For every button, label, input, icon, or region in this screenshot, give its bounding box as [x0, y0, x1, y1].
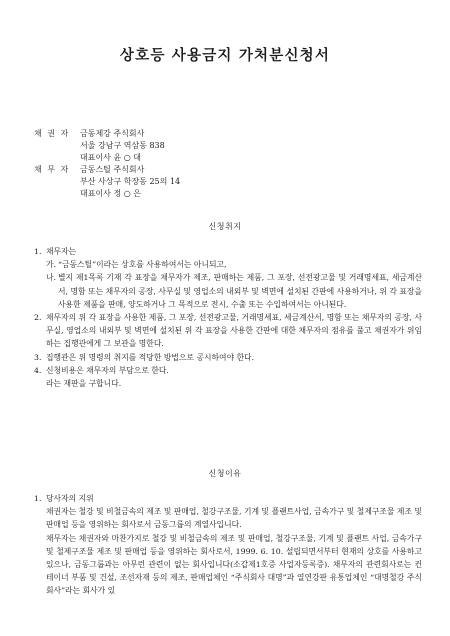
reasons-paragraph-creditor — [34, 505, 422, 531]
item-number: 3. — [34, 352, 42, 362]
purpose-item-3 — [34, 351, 422, 364]
creditor-representative: 대표이사 윤 ○ 대 — [80, 153, 141, 162]
paragraph-text: 채권자는 철강 및 비철금속의 제조 및 판매업, 철강구조물, 기계 및 플랜트사업, 금속가구 및 철제구조물 제조 및 판매업 등을 영위하는 회사로서 금동그룹의 계열사입니다. — [46, 507, 423, 530]
purpose-item-1 — [34, 245, 422, 258]
item-number: 1. — [34, 494, 42, 503]
debtor-representative: 대표이사 정 ○ 은 — [80, 189, 141, 198]
item-text: 별지 제1목록 기재 각 표장을 채무자가 제조, 판매하는 제품, 그 포장, 선전광고물 및 거래명세표, 세금계산서, 명함 또는 채무자의 공장, 사무실 및 영업소의 내외부 및 벽면에 설치된 간판에 사용하거나, 위 각 표장을 사용한 제품을 판매, 양도하거나 그 목적으로 전시, 수출 또는 수입하여서는 아니된다. — [58, 273, 422, 309]
creditor-name: 금동제강 주식회사 — [80, 129, 145, 138]
debtor-role-label: 채 무 자 — [34, 165, 70, 174]
item-number: 1. — [34, 247, 42, 256]
creditor-role-label: 채 권 자 — [34, 129, 70, 138]
purpose-heading: 신청취지 — [208, 222, 242, 231]
purpose-closing — [34, 377, 422, 390]
paragraph-text: 채무자는 채권자와 마찬가지로 철강 및 비철금속의 제조 및 판매업, 철강구조물, 기계 및 플랜트 사업, 금속가구 및 철제구조물 제조 및 판매업 등을 영위하는 회사로서, 1999. 6. 10. 설립되면서부터 현재의 상호를 사용하고 있으나, 금동그룹과는 아무런 관련이 없는 회사입니다(소갑제1호증 사업자등록증). 채무자의 관련회사로는 컨테이너 부품 및 건설, 조선자재 등의 제조, 판매업체인 “주식회사 대명”과 열연강판 유통업체인 “대명철강 주식회사”라는 회사가 있 — [46, 533, 422, 596]
item-number: 4. — [34, 365, 42, 375]
purpose-subitem-na — [46, 271, 422, 311]
purpose-subitem-ga — [46, 258, 422, 271]
creditor-address: 서울 강남구 역삼동 838 — [80, 141, 165, 150]
item-text: “금동스틸”이라는 상호를 사용하여서는 아니되고, — [58, 260, 227, 270]
item-text: 채무자의 위 각 표장을 사용한 제품, 그 포장, 선전광고물, 거래명세표, 세금계산서, 명함 또는 채무자의 공장, 사무실, 영업소의 내외부 및 벽면에 설치된 위 각 표장을 사용한 간판에 대한 채무자의 점유를 풀고 채권자가 위임하는 집행관에게 그 보관을 명한다. — [46, 313, 422, 349]
purpose-section — [34, 245, 422, 390]
item-number: 가. — [46, 260, 57, 270]
item-text: 라는 재판을 구합니다. — [46, 379, 122, 389]
item-text: 당사자의 지위 — [46, 494, 94, 503]
purpose-item-4 — [34, 364, 422, 377]
item-text: 신청비용은 채무자의 부담으로 한다. — [46, 365, 169, 375]
reasons-item-1 — [34, 492, 422, 505]
reasons-paragraph-debtor — [34, 532, 422, 598]
page-title: 상호등 사용금지 가처분신청서 — [119, 47, 331, 64]
item-number: 2. — [34, 313, 42, 323]
item-text: 집행관은 위 명령의 취지를 적당한 방법으로 공시하여야 한다. — [46, 352, 255, 362]
debtor-name: 금동스틸 주식회사 — [80, 165, 145, 174]
item-text: 채무자는 — [46, 247, 77, 256]
debtor-address: 부산 사상구 학장동 25의 14 — [80, 177, 181, 186]
reasons-section — [34, 492, 422, 598]
purpose-item-2 — [34, 311, 422, 351]
reasons-heading: 신청이유 — [208, 469, 242, 478]
item-number: 나. — [46, 273, 57, 283]
